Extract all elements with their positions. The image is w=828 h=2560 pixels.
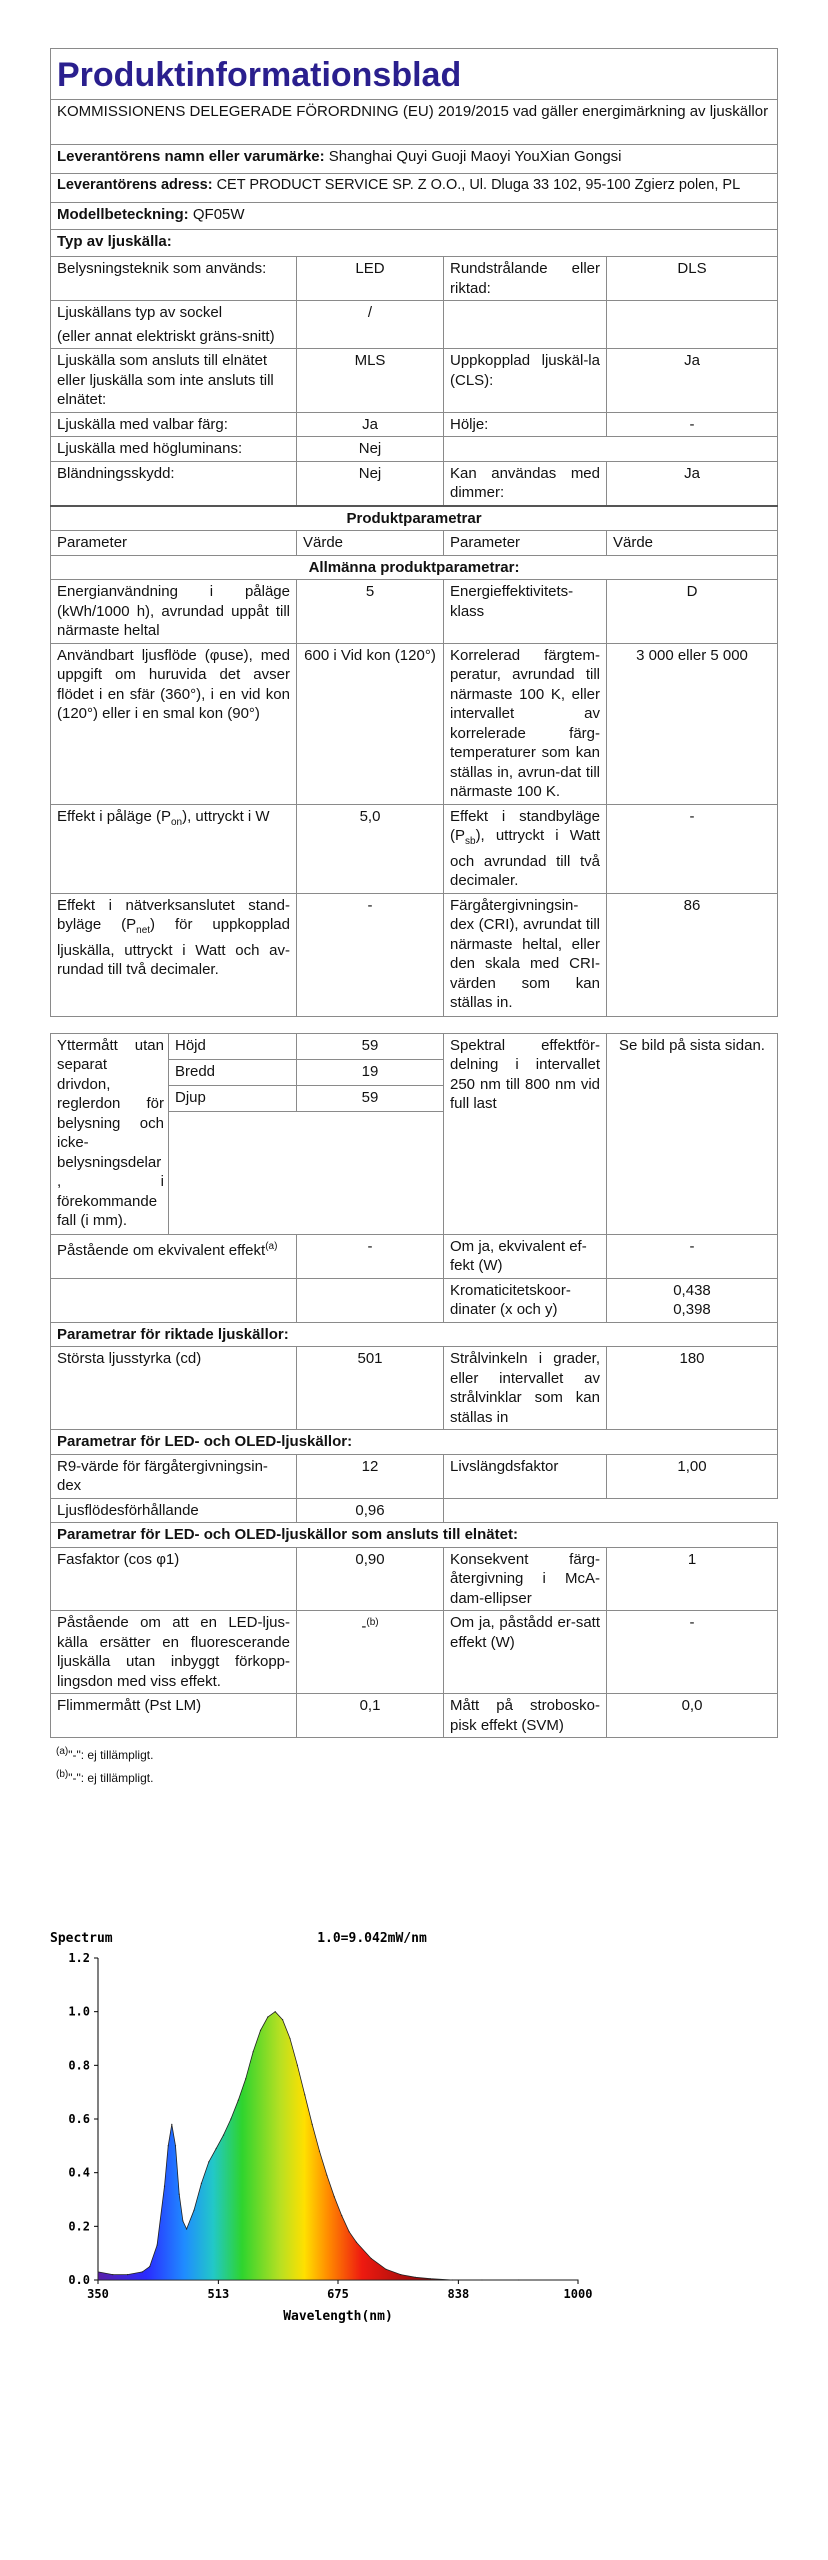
- depth-value: 59: [297, 1085, 444, 1111]
- mains-value: MLS: [297, 349, 444, 413]
- chromaticity-y: 0,398: [673, 1301, 711, 1318]
- led-heading: Parametrar för LED- och OLED-ljuskällor:: [51, 1430, 778, 1455]
- spectrum-point: [97, 2271, 98, 2272]
- spectrum-point: [201, 2183, 202, 2184]
- energy-consumption-value: 5: [297, 580, 444, 644]
- footnote-a: $^{(a)}$"-": ej tillämpligt.: [56, 1746, 154, 1762]
- spectrum-point: [415, 2277, 416, 2278]
- lumen-maintenance-value: 0,96: [297, 1498, 444, 1523]
- empty-cell: [444, 437, 778, 462]
- envelope-label: Hölje:: [444, 412, 607, 437]
- address-value: CET PRODUCT SERVICE SP. Z O.O., Ul. Dluga 33 102, 95-100 Zgierz polen, PL: [216, 177, 741, 193]
- address-row: [51, 174, 778, 203]
- spectrum-point: [216, 2148, 217, 2149]
- useful-flux-value: 600 i Vid kon (120°): [297, 643, 444, 804]
- directional-value: DLS: [607, 257, 778, 301]
- col-header-value: Värde: [607, 531, 778, 556]
- footnotes: [50, 1742, 777, 1788]
- spectrum-point: [149, 2266, 150, 2267]
- spectral-distribution-value: Se bild på sista sidan.: [607, 1033, 778, 1234]
- survival-factor-label: Livslängdsfaktor: [444, 1454, 607, 1498]
- spectrum-point: [171, 2124, 172, 2125]
- replaced-power-label: Om ja, påstådd er-satt effekt (W): [444, 1611, 607, 1694]
- colour-consistency-label: Konsekvent färg-återgivning i McA-dam-ellipser: [444, 1547, 607, 1611]
- y-tick-label: 1.2: [68, 1951, 90, 1965]
- technology-value: LED: [297, 257, 444, 301]
- dimmable-label: Kan användas med dimmer:: [444, 461, 607, 506]
- mains-heading: Parametrar för LED- och OLED-ljuskällor som ansluts till elnätet:: [51, 1523, 778, 1548]
- col-header-parameter: Parameter: [444, 531, 607, 556]
- spectrum-point: [157, 2245, 158, 2246]
- chromaticity-value: [607, 1278, 778, 1322]
- supplier-row: [51, 145, 778, 174]
- chromaticity-label: Kromaticitetskoor-dinater (x och y): [444, 1278, 607, 1322]
- standby-power-value: -: [607, 804, 778, 893]
- tunable-value: Ja: [297, 412, 444, 437]
- r9-value: 12: [297, 1454, 444, 1498]
- mains-label: Ljuskälla som ansluts till elnätet eller ljuskälla som inte ansluts till elnätet:: [51, 349, 297, 413]
- spectrum-point: [304, 2094, 305, 2095]
- empty-cell: [169, 1111, 444, 1234]
- spectrum-point: [452, 2279, 453, 2280]
- networked-standby-value: -: [297, 893, 444, 1016]
- energy-class-value: D: [607, 580, 778, 644]
- spectrum-point: [193, 2210, 194, 2211]
- spectrum-point: [481, 2279, 482, 2280]
- networked-standby-label: Effekt i nätverksanslutet stand-byläge $(P_{net})$ för uppkopplad ljuskälla, uttryckt i Watt och av-rundad till två decimaler.: [51, 893, 297, 1016]
- stroboscopic-value: 0,0: [607, 1694, 778, 1738]
- colour-consistency-value: 1: [607, 1547, 778, 1611]
- equivalent-power-claim-label: Påstående om ekvivalent effekt$^{(a)}$: [51, 1234, 297, 1278]
- lumen-maintenance-label: Ljusflödesförhållande: [51, 1498, 297, 1523]
- y-tick-label: 0.4: [68, 2165, 90, 2180]
- peak-intensity-value: 501: [297, 1347, 444, 1430]
- spectrum-point: [275, 2011, 276, 2012]
- spectrum-point: [127, 2274, 128, 2275]
- main-table: [50, 48, 778, 1017]
- spectrum-point: [168, 2145, 169, 2146]
- cap-type-note: (eller annat elektriskt gräns-snitt): [57, 327, 275, 345]
- y-tick-label: 1.0: [68, 2004, 90, 2019]
- spectrum-point: [282, 2019, 283, 2020]
- spectrum-point: [223, 2135, 224, 2136]
- connected-label: Uppkopplad ljuskäl-la (CLS):: [444, 349, 607, 413]
- retrofit-claim-value: -$^{(b)}$: [297, 1611, 444, 1694]
- x-tick-label: 838: [447, 2287, 470, 2301]
- equivalent-power-claim-value: -: [297, 1234, 444, 1278]
- second-table: [50, 1033, 778, 1739]
- flicker-value: 0,1: [297, 1694, 444, 1738]
- empty-cell: [51, 1278, 297, 1322]
- spectrum-point: [253, 2051, 254, 2052]
- power-factor-label: Fasfaktor (cos φ1): [51, 1547, 297, 1611]
- y-tick-label: 0.8: [68, 2058, 90, 2073]
- x-axis-label: Wavelength(nm): [283, 2309, 393, 2324]
- connected-value: Ja: [607, 349, 778, 413]
- spectrum-point: [518, 2279, 519, 2280]
- standby-power-label: Effekt i standbyläge $(P_{sb})$, uttryckt i Watt och avrundad till två decimaler.: [444, 804, 607, 893]
- spectrum-point: [312, 2124, 313, 2125]
- width-value: 19: [297, 1059, 444, 1085]
- equivalent-power-label: Om ja, ekvivalent ef-fekt (W): [444, 1234, 607, 1278]
- col-header-parameter: Parameter: [51, 531, 297, 556]
- page-title: Produktinformationsblad: [51, 49, 778, 100]
- spectrum-point: [267, 2016, 268, 2017]
- energy-consumption-label: Energianvändning i påläge (kWh/1000 h), avrundad uppåt till närmaste heltal: [51, 580, 297, 644]
- cct-value: 3 000 eller 5 000: [607, 643, 778, 804]
- replaced-power-value: -: [607, 1611, 778, 1694]
- spectrum-point: [289, 2038, 290, 2039]
- spectrum-point: [319, 2151, 320, 2152]
- power-factor-value: 0,90: [297, 1547, 444, 1611]
- spectral-distribution-label: Spektral effektför-delning i intervallet 250 nm till 800 nm vid full last: [444, 1033, 607, 1234]
- stroboscopic-label: Mått på strobosko-pisk effekt (SVM): [444, 1694, 607, 1738]
- spectrum-point: [175, 2145, 176, 2146]
- chromaticity-x: 0,438: [673, 1281, 711, 1299]
- x-tick-label: 675: [327, 2287, 349, 2301]
- beam-angle-value: 180: [607, 1347, 778, 1430]
- directional-label: Rundstrålande eller riktad:: [444, 257, 607, 301]
- cap-type-label: Ljuskällans typ av sockel: [57, 304, 223, 321]
- spectrum-point: [164, 2186, 165, 2187]
- x-tick-label: 350: [87, 2287, 109, 2301]
- empty-cell: [607, 301, 778, 349]
- spectrum-point: [371, 2258, 372, 2259]
- y-tick-label: 0.2: [68, 2219, 90, 2234]
- empty-cell: [297, 1278, 444, 1322]
- model-label: Modellbeteckning:: [57, 206, 189, 223]
- high-luminance-label: Ljuskälla med högluminans:: [51, 437, 297, 462]
- spectrum-point: [326, 2175, 327, 2176]
- r9-label: R9-värde för färgåtergivningsin-dex: [51, 1454, 297, 1498]
- empty-cell: [444, 301, 607, 349]
- spectrum-chart: [42, 1928, 602, 2328]
- anti-glare-label: Bländningsskydd:: [51, 461, 297, 506]
- model-value: QF05W: [192, 206, 245, 223]
- spectrum-point: [400, 2274, 401, 2275]
- spectrum-point: [334, 2196, 335, 2197]
- spectrum-point: [142, 2271, 143, 2272]
- useful-flux-label: Användbart ljusflöde (φuse), med uppgift om huruvida det avser flödet i en sfär (360°), i en vid kon (120°) eller i en smal kon (90°): [51, 643, 297, 804]
- x-tick-label: 513: [207, 2287, 230, 2301]
- spectrum-area: [98, 2012, 578, 2280]
- spectrum-point: [577, 2279, 578, 2280]
- flicker-label: Flimmermått (Pst LM): [51, 1694, 297, 1738]
- col-header-value: Värde: [297, 531, 444, 556]
- spectrum-point: [112, 2274, 113, 2275]
- retrofit-claim-label: Påstående om att en LED-ljus-källa ersätter en fluorescerande ljuskälla utan inbyggt förkopp-lingsdon med viss effekt.: [51, 1611, 297, 1694]
- spectrum-point: [260, 2030, 261, 2031]
- x-tick-label: 1000: [563, 2287, 593, 2301]
- cri-value: 86: [607, 893, 778, 1016]
- spectrum-point: [179, 2194, 180, 2195]
- y-tick-label: 0.6: [68, 2112, 90, 2126]
- supplier-value: Shanghai Quyi Guoji Maoyi YouXian Gongsi: [328, 148, 622, 165]
- cct-label: Korrelerad färgtem-peratur, avrundad till närmaste 100 K, eller intervallet av korrelerade färg-temperaturer som kan ställas in, avrun-dat till närmaste 100 K.: [444, 643, 607, 804]
- beam-angle-label: Strålvinkeln i grader, eller intervallet av strålvinklar som kan ställas in: [444, 1347, 607, 1430]
- technology-label: Belysningsteknik som används:: [51, 257, 297, 301]
- spectrum-point: [245, 2078, 246, 2079]
- supplier-label: Leverantörens namn eller varumärke:: [57, 148, 325, 165]
- spectrum-point: [349, 2231, 350, 2232]
- on-mode-power-value: 5,0: [297, 804, 444, 893]
- product-params-heading: Produktparametrar: [51, 506, 778, 531]
- anti-glare-value: Nej: [297, 461, 444, 506]
- regulation-text: KOMMISSIONENS DELEGERADE FÖRORDNING (EU) 2019/2015 vad gäller energimärkning av ljuskällor: [51, 100, 778, 145]
- general-heading: Allmänna produktparametrar:: [51, 555, 778, 580]
- empty-cell: [444, 1498, 778, 1523]
- spectrum-point: [297, 2065, 298, 2066]
- spectrum-point: [208, 2161, 209, 2162]
- type-heading: Typ av ljuskälla:: [51, 230, 778, 257]
- spectrum-point: [186, 2228, 187, 2229]
- cri-label: Färgåtergivningsin-dex (CRI), avrundat till närmaste heltal, eller den skala med CRI-värden som kan ställas in.: [444, 893, 607, 1016]
- envelope-value: -: [607, 412, 778, 437]
- height-value: 59: [297, 1033, 444, 1059]
- spectrum-point: [385, 2269, 386, 2270]
- height-label: Höjd: [169, 1033, 297, 1059]
- dimensions-label: Yttermått utan separat drivdon, reglerdon för belysning och icke-belysningsdelar, i förekommande fall (i mm).: [51, 1033, 169, 1234]
- y-tick-label: 0.0: [68, 2273, 90, 2287]
- spectrum-point: [341, 2215, 342, 2216]
- directional-heading: Parametrar för riktade ljuskällor:: [51, 1322, 778, 1347]
- energy-class-label: Energieffektivitets-klass: [444, 580, 607, 644]
- y-axis-label: Spectrum: [50, 1931, 113, 1946]
- tunable-label: Ljuskälla med valbar färg:: [51, 412, 297, 437]
- survival-factor-value: 1,00: [607, 1454, 778, 1498]
- equivalent-power-value: -: [607, 1234, 778, 1278]
- spectrum-point: [430, 2278, 431, 2279]
- spectrum-point: [230, 2118, 231, 2119]
- depth-label: Djup: [169, 1085, 297, 1111]
- footnote-b: $^{(b)}$"-": ej tillämpligt.: [56, 1769, 154, 1785]
- model-row: [51, 203, 778, 230]
- high-luminance-value: Nej: [297, 437, 444, 462]
- chart-title: 1.0=9.042mW/nm: [317, 1931, 427, 1946]
- cap-type-cell: [51, 301, 297, 349]
- spectrum-point: [238, 2100, 239, 2101]
- dimmable-value: Ja: [607, 461, 778, 506]
- on-mode-power-label: Effekt i påläge $(P_{on})$, uttryckt i W: [51, 804, 297, 893]
- spectrum-point: [182, 2220, 183, 2221]
- address-label: Leverantörens adress:: [57, 177, 213, 193]
- product-information-sheet: [50, 48, 777, 1788]
- peak-intensity-label: Största ljusstyrka (cd): [51, 1347, 297, 1430]
- width-label: Bredd: [169, 1059, 297, 1085]
- cap-type-value: /: [297, 301, 444, 349]
- spectrum-point: [356, 2242, 357, 2243]
